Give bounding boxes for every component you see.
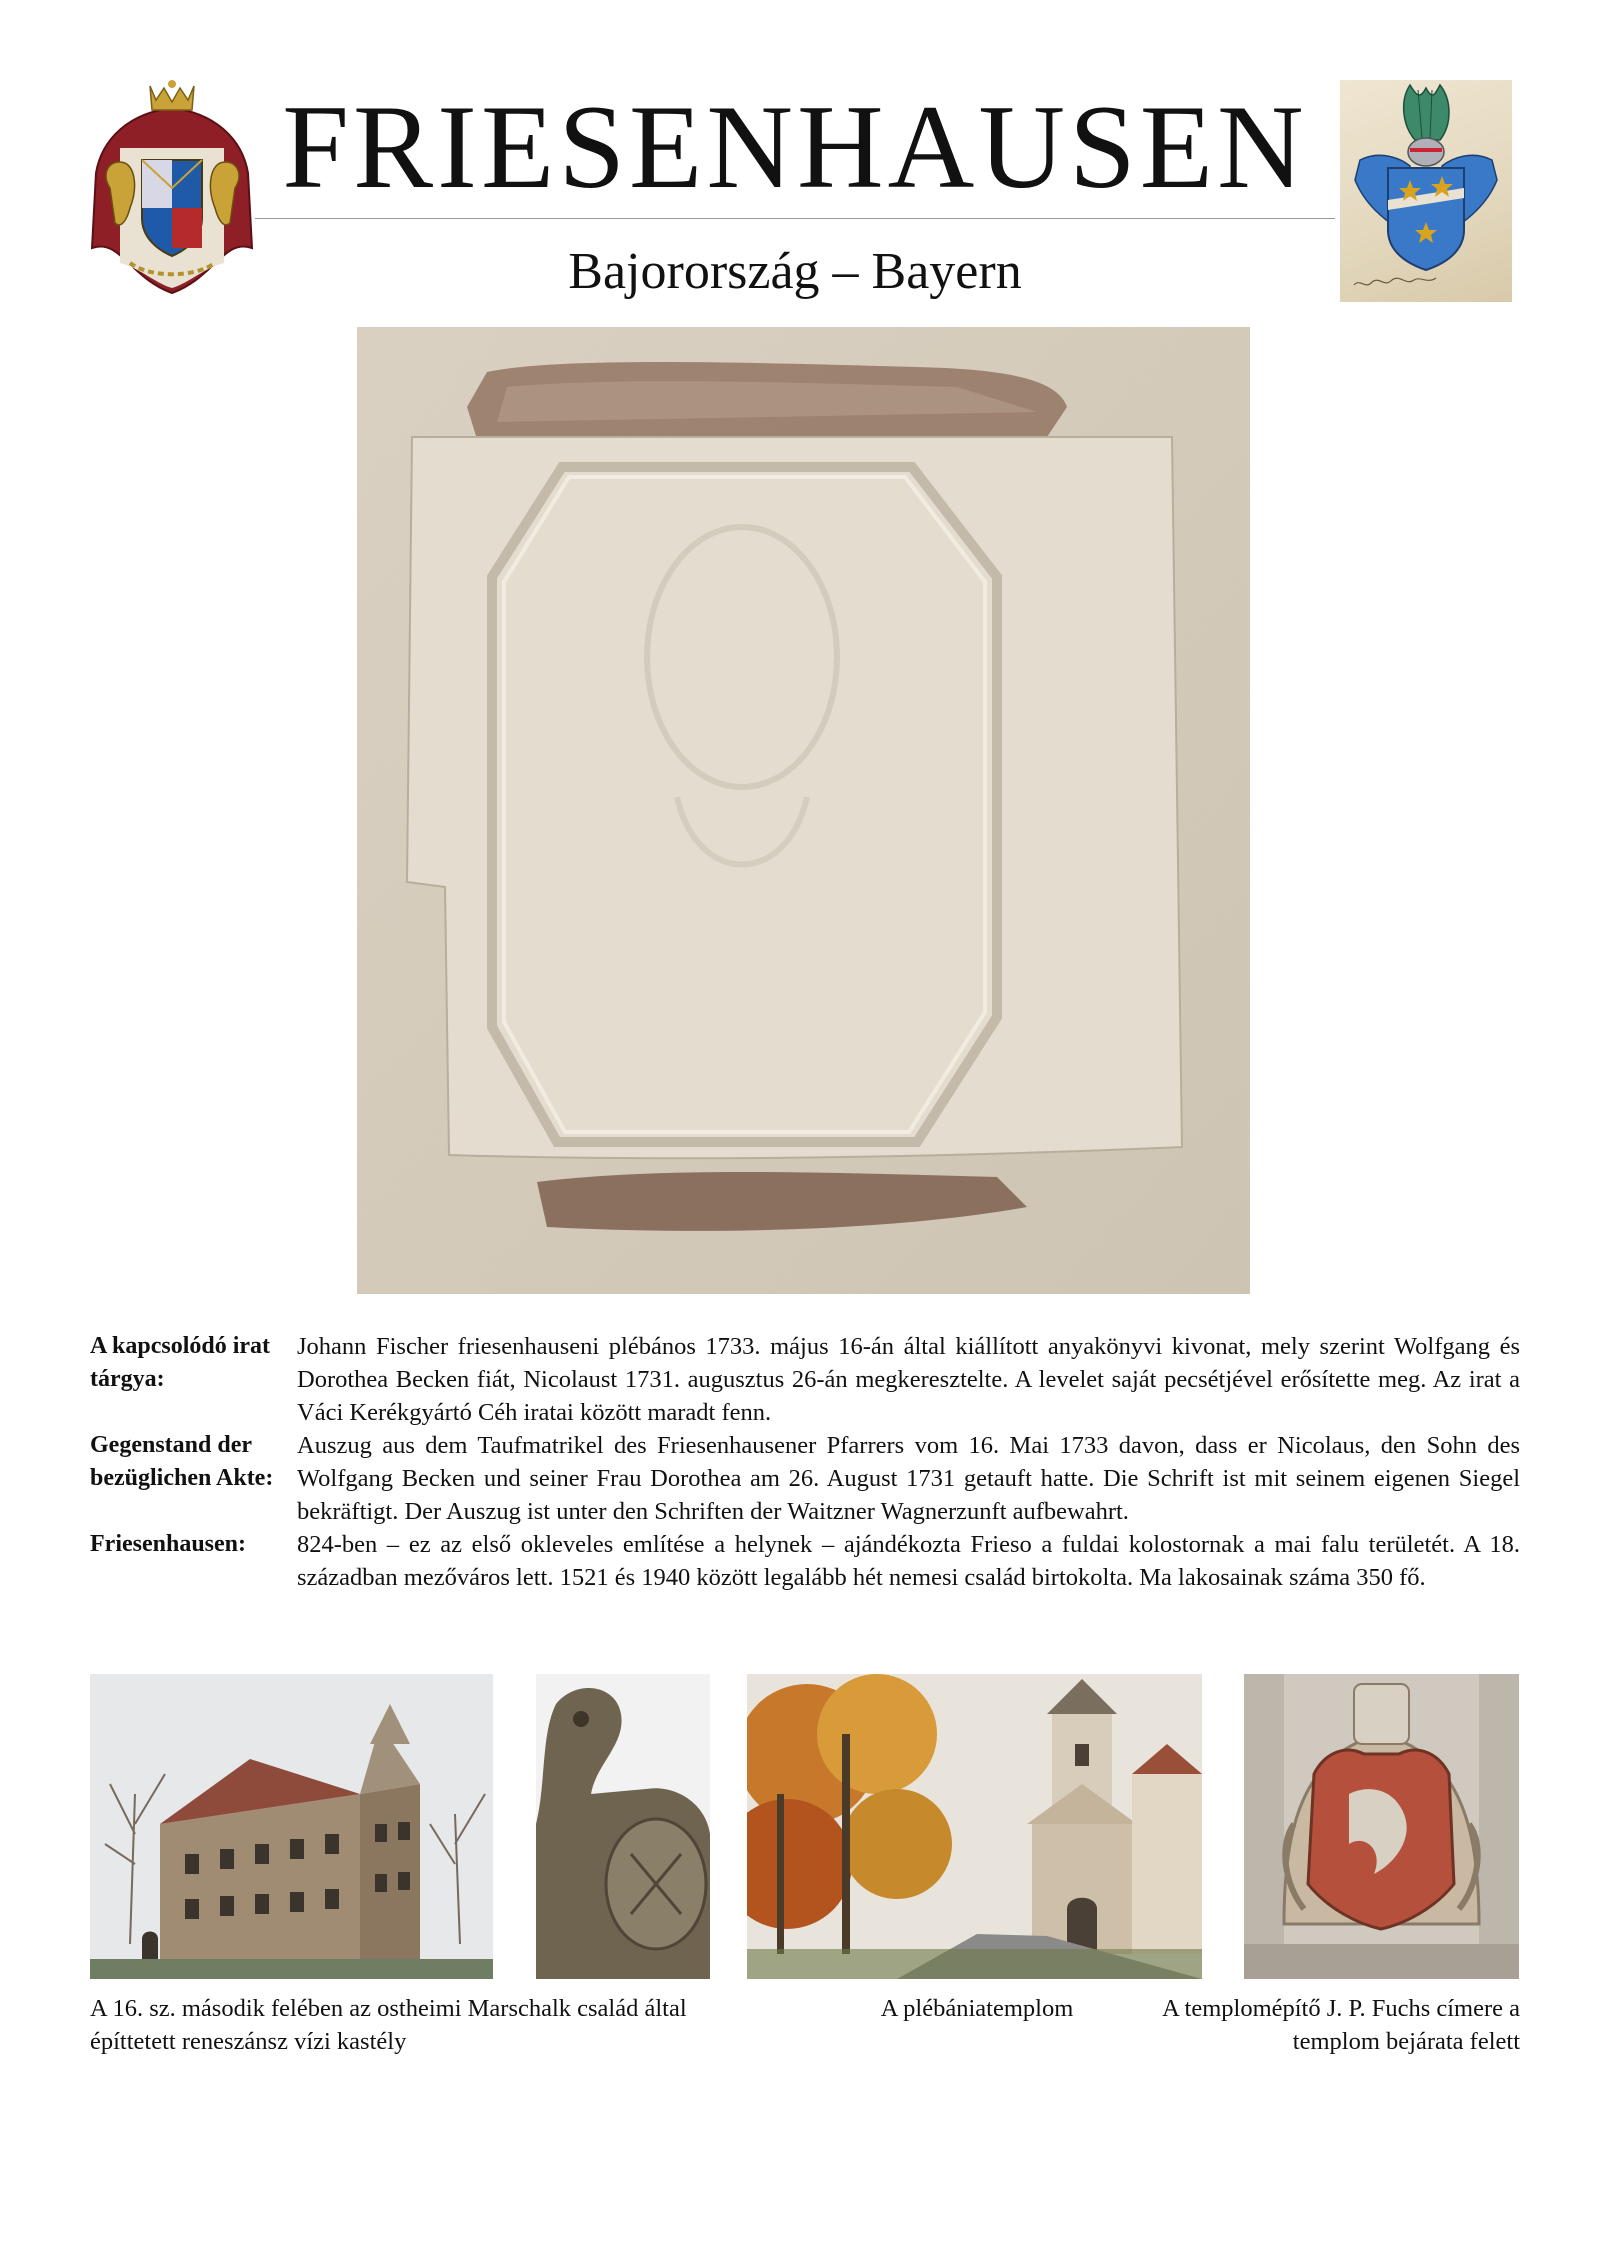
coat-of-arms-icon <box>90 78 255 303</box>
page-subtitle: Bajorország – Bayern <box>568 243 1022 300</box>
stone-crest-icon <box>1244 1674 1519 1979</box>
friesenhausen-coat-of-arms-image <box>1340 80 1512 302</box>
lion-sculpture-icon <box>536 1674 710 1979</box>
seal-impression-photo <box>357 327 1250 1294</box>
row-hungarian-subject <box>90 1330 1520 1429</box>
water-castle-photo <box>90 1674 493 1979</box>
castle-icon <box>90 1674 493 1979</box>
wax-seal-icon <box>357 327 1250 1294</box>
label-german-subject: Gegenstand der bezüglichen Akte: <box>90 1432 274 1491</box>
caption-church: A plébániatemplom <box>880 1995 1074 2022</box>
row-friesenhausen-history <box>90 1528 1520 1594</box>
family-crest-icon <box>1340 80 1512 302</box>
document-description <box>90 1330 1520 1594</box>
bavarian-coat-of-arms-image <box>90 78 255 303</box>
text-friesenhausen-history: 824-ben – ez az első okleveles említése a helynek – ajándékozta Frieso a fuldai kolostornak a mai falu területét. A 18. században mezőváros lett. 1521 és 1940 között legalább hét nemesi család birtokolta. Ma lakosainak száma 350 fő. <box>297 1531 1520 1591</box>
label-friesenhausen-history: Friesenhausen: <box>90 1531 246 1557</box>
title-divider <box>255 218 1335 219</box>
text-hungarian-subject: Johann Fischer friesenhauseni plébános 1733. május 16-án által kiállított anyakönyvi kivonat, mely szerint Wolfgang és Dorothea Becken fiát, Nicolaust 1731. augusztus 26-án megkeresztelte. A levelet saját pecsétjével erősítette meg. Az irat a Váci Kerékgyártó Céh iratai között maradt fenn. <box>297 1333 1520 1426</box>
page-title: FRIESENHAUSEN <box>282 80 1308 213</box>
label-hungarian-subject: A kapcsolódó irat tárgya: <box>90 1333 271 1392</box>
sculpture-detail-photo <box>536 1674 710 1979</box>
caption-crest: A templomépítő J. P. Fuchs címere a templom bejárata felett <box>1162 1995 1520 2055</box>
text-german-subject: Auszug aus dem Taufmatrikel des Friesenhausener Pfarrers vom 16. Mai 1733 davon, dass er Nicolaus, den Sohn des Wolfgang Becken und seiner Frau Dorothea am 26. August 1731 getauft hatte. Die Schrift ist mit seinem eigenen Siegel bekräftigt. Der Auszug ist unter den Schriften der Waitzner Wagnerzunft aufbewahrt. <box>297 1432 1520 1525</box>
row-german-subject <box>90 1429 1520 1528</box>
church-icon <box>747 1674 1202 1979</box>
caption-castle: A 16. sz. második felében az ostheimi Marschalk család által építtetett reneszánsz vízi kastély <box>90 1995 687 2055</box>
parish-church-photo <box>747 1674 1202 1979</box>
fuchs-crest-photo <box>1244 1674 1519 1979</box>
